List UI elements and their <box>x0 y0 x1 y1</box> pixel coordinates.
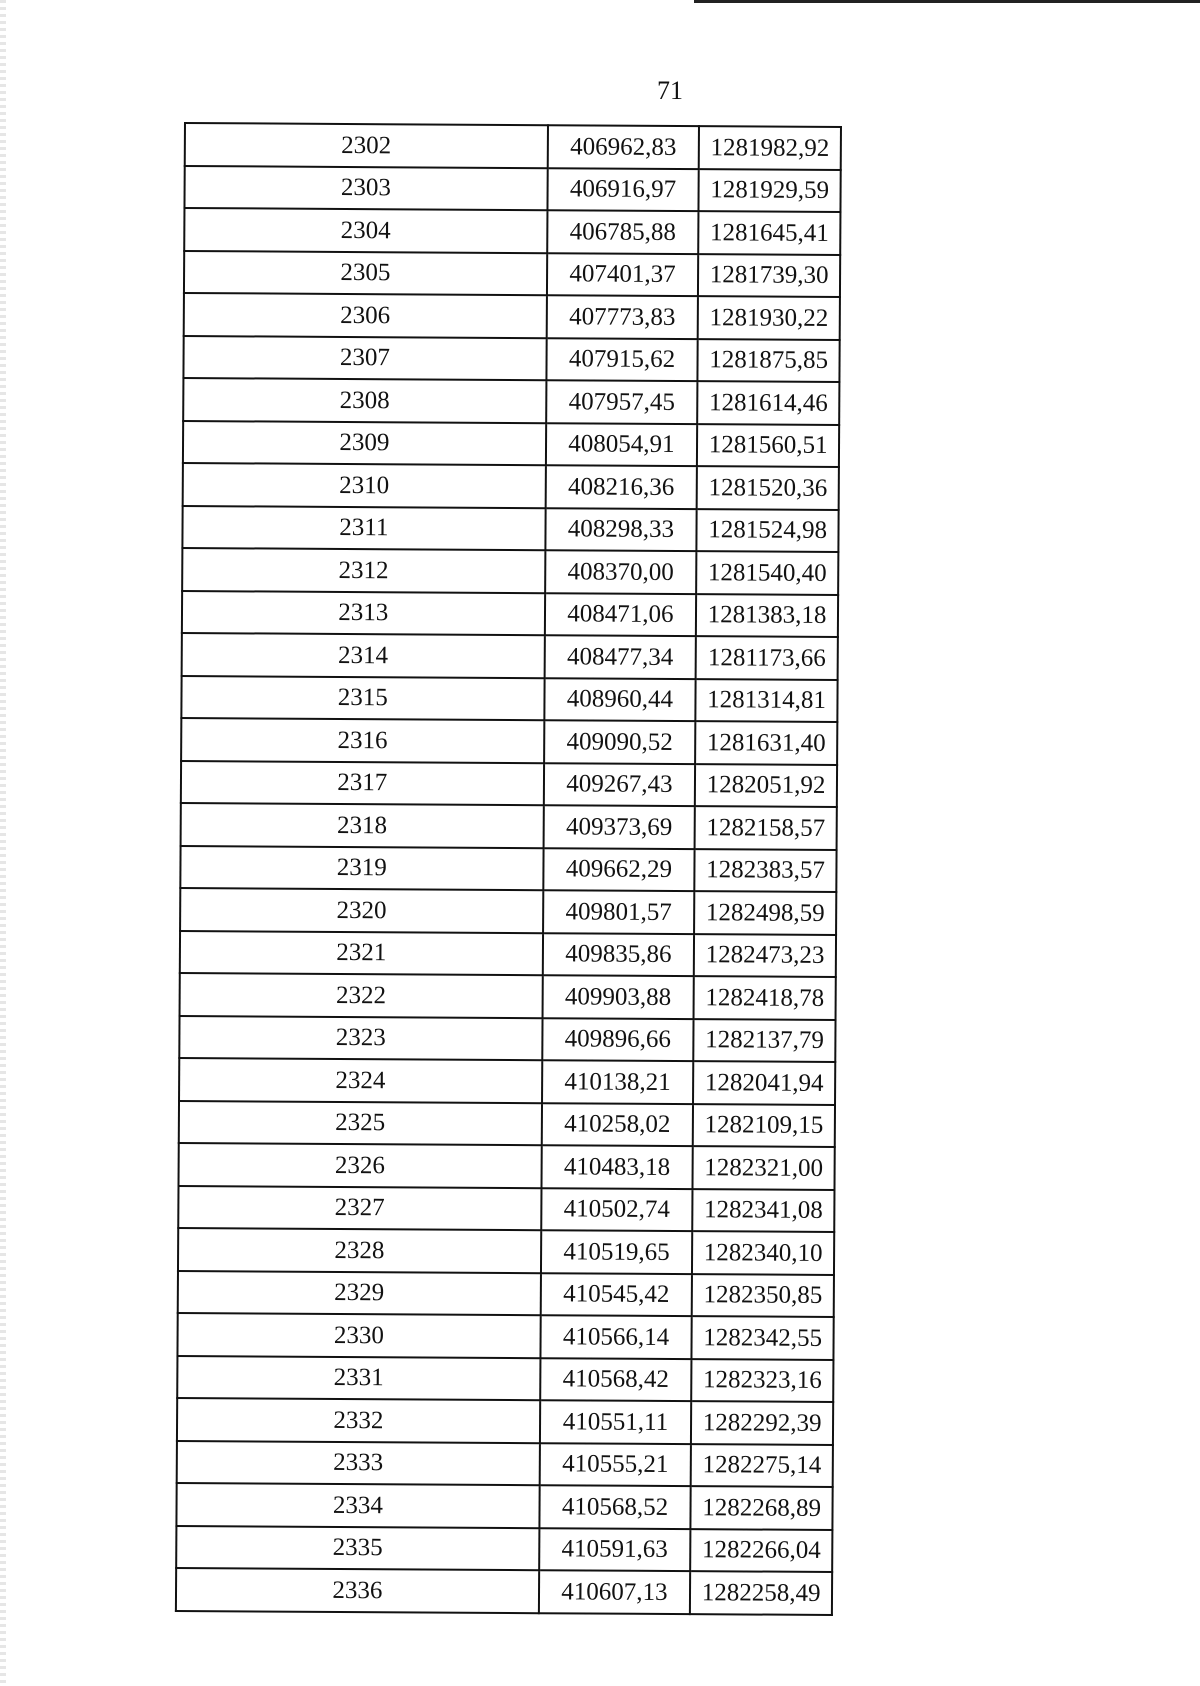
table-row <box>183 421 839 468</box>
x-coordinate-cell: 410568,42 <box>540 1358 692 1401</box>
x-coordinate-cell: 408477,34 <box>544 635 696 678</box>
point-number-cell: 2314 <box>182 633 545 678</box>
point-number-cell: 2321 <box>180 930 543 975</box>
x-coordinate-cell: 409835,86 <box>542 933 694 976</box>
table-row <box>181 675 837 722</box>
table-row <box>178 1228 834 1275</box>
top-border-line <box>694 0 1200 3</box>
table-row <box>182 505 838 552</box>
table-row <box>183 336 839 383</box>
x-coordinate-cell: 410551,11 <box>540 1400 692 1443</box>
x-coordinate-cell: 407773,83 <box>546 295 698 338</box>
y-coordinate-cell: 1282268,89 <box>691 1486 833 1529</box>
table-row <box>182 633 838 680</box>
point-number-cell: 2305 <box>184 251 547 296</box>
y-coordinate-cell: 1282383,57 <box>695 849 837 892</box>
x-coordinate-cell: 410258,02 <box>541 1103 693 1146</box>
point-number-cell: 2304 <box>184 208 547 253</box>
coordinates-table-body <box>176 123 841 1614</box>
y-coordinate-cell: 1281930,22 <box>698 296 840 339</box>
table-row <box>176 1525 832 1572</box>
y-coordinate-cell: 1282341,08 <box>692 1189 834 1232</box>
y-coordinate-cell: 1282350,85 <box>692 1274 834 1317</box>
y-coordinate-cell: 1282342,55 <box>692 1316 834 1359</box>
table-row <box>183 463 839 510</box>
y-coordinate-cell: 1282051,92 <box>695 764 837 807</box>
table-row <box>179 1100 835 1147</box>
x-coordinate-cell: 409801,57 <box>543 890 695 933</box>
table-row <box>179 1143 835 1190</box>
table-row <box>176 1568 832 1615</box>
table-row <box>184 208 840 255</box>
x-coordinate-cell: 410138,21 <box>542 1060 694 1103</box>
table-row <box>179 1015 835 1062</box>
y-coordinate-cell: 1282321,00 <box>693 1146 835 1189</box>
point-number-cell: 2318 <box>181 803 544 848</box>
point-number-cell: 2315 <box>181 675 544 720</box>
y-coordinate-cell: 1281631,40 <box>695 721 837 764</box>
x-coordinate-cell: 409662,29 <box>543 848 695 891</box>
point-number-cell: 2302 <box>185 123 548 168</box>
y-coordinate-cell: 1281520,36 <box>697 466 839 509</box>
x-coordinate-cell: 409896,66 <box>542 1018 694 1061</box>
table-row <box>178 1270 834 1317</box>
point-number-cell: 2323 <box>179 1015 542 1060</box>
point-number-cell: 2308 <box>183 378 546 423</box>
point-number-cell: 2334 <box>176 1483 539 1528</box>
table-row <box>180 930 836 977</box>
table-row <box>181 718 837 765</box>
point-number-cell: 2313 <box>182 590 545 635</box>
point-number-cell: 2326 <box>179 1143 542 1188</box>
point-number-cell: 2324 <box>179 1058 542 1103</box>
x-coordinate-cell: 408298,33 <box>545 508 697 551</box>
y-coordinate-cell: 1281560,51 <box>697 424 839 467</box>
x-coordinate-cell: 406916,97 <box>547 168 699 211</box>
point-number-cell: 2333 <box>177 1440 540 1485</box>
y-coordinate-cell: 1282473,23 <box>694 934 836 977</box>
point-number-cell: 2307 <box>183 336 546 381</box>
x-coordinate-cell: 406785,88 <box>547 210 699 253</box>
y-coordinate-cell: 1281383,18 <box>696 594 838 637</box>
point-number-cell: 2320 <box>180 888 543 933</box>
scan-edge-noise <box>0 0 6 1686</box>
point-number-cell: 2332 <box>177 1398 540 1443</box>
point-number-cell: 2330 <box>177 1313 540 1358</box>
coordinates-table <box>175 122 842 1615</box>
point-number-cell: 2325 <box>179 1100 542 1145</box>
y-coordinate-cell: 1282158,57 <box>695 806 837 849</box>
point-number-cell: 2335 <box>176 1525 539 1570</box>
x-coordinate-cell: 409373,69 <box>543 805 695 848</box>
point-number-cell: 2322 <box>180 973 543 1018</box>
x-coordinate-cell: 409090,52 <box>544 720 696 763</box>
point-number-cell: 2317 <box>181 760 544 805</box>
x-coordinate-cell: 410555,21 <box>539 1443 691 1486</box>
table-row <box>184 293 840 340</box>
y-coordinate-cell: 1281524,98 <box>697 509 839 552</box>
y-coordinate-cell: 1282292,39 <box>691 1401 833 1444</box>
y-coordinate-cell: 1281929,59 <box>699 169 841 212</box>
x-coordinate-cell: 410502,74 <box>541 1188 693 1231</box>
x-coordinate-cell: 406962,83 <box>547 125 699 168</box>
table-row <box>181 760 837 807</box>
table-row <box>180 845 836 892</box>
point-number-cell: 2336 <box>176 1568 539 1613</box>
y-coordinate-cell: 1282323,16 <box>691 1359 833 1402</box>
table-row <box>177 1313 833 1360</box>
table-row <box>185 123 841 170</box>
x-coordinate-cell: 408216,36 <box>545 465 697 508</box>
table-row <box>184 251 840 298</box>
y-coordinate-cell: 1281645,41 <box>698 211 840 254</box>
point-number-cell: 2331 <box>177 1355 540 1400</box>
x-coordinate-cell: 410545,42 <box>540 1273 692 1316</box>
x-coordinate-cell: 410566,14 <box>540 1315 692 1358</box>
table-row <box>181 803 837 850</box>
x-coordinate-cell: 407401,37 <box>547 253 699 296</box>
table-row <box>177 1440 833 1487</box>
y-coordinate-cell: 1282258,49 <box>690 1571 832 1614</box>
x-coordinate-cell: 409903,88 <box>542 975 694 1018</box>
point-number-cell: 2303 <box>184 166 547 211</box>
table-row <box>180 973 836 1020</box>
y-coordinate-cell: 1282340,10 <box>692 1231 834 1274</box>
page-number: 71 <box>657 76 683 105</box>
table-row <box>182 548 838 595</box>
x-coordinate-cell: 409267,43 <box>544 763 696 806</box>
point-number-cell: 2309 <box>183 421 546 466</box>
point-number-cell: 2311 <box>182 505 545 550</box>
y-coordinate-cell: 1281540,40 <box>696 551 838 594</box>
table-row <box>182 590 838 637</box>
point-number-cell: 2319 <box>180 845 543 890</box>
point-number-cell: 2306 <box>184 293 547 338</box>
table-row <box>177 1398 833 1445</box>
y-coordinate-cell: 1282275,14 <box>691 1444 833 1487</box>
table-row <box>178 1185 834 1232</box>
y-coordinate-cell: 1282109,15 <box>693 1104 835 1147</box>
x-coordinate-cell: 410591,63 <box>539 1528 691 1571</box>
x-coordinate-cell: 410607,13 <box>539 1570 691 1613</box>
y-coordinate-cell: 1282498,59 <box>694 891 836 934</box>
x-coordinate-cell: 408370,00 <box>545 550 697 593</box>
y-coordinate-cell: 1281982,92 <box>699 126 841 169</box>
x-coordinate-cell: 408960,44 <box>544 678 696 721</box>
x-coordinate-cell: 410483,18 <box>541 1145 693 1188</box>
table-row <box>177 1355 833 1402</box>
table-row <box>184 166 840 213</box>
y-coordinate-cell: 1281875,85 <box>698 339 840 382</box>
x-coordinate-cell: 408471,06 <box>545 593 697 636</box>
y-coordinate-cell: 1281314,81 <box>696 679 838 722</box>
y-coordinate-cell: 1282266,04 <box>690 1529 832 1572</box>
y-coordinate-cell: 1282418,78 <box>694 976 836 1019</box>
x-coordinate-cell: 408054,91 <box>546 423 698 466</box>
point-number-cell: 2327 <box>178 1185 541 1230</box>
table-row <box>183 378 839 425</box>
point-number-cell: 2328 <box>178 1228 541 1273</box>
x-coordinate-cell: 407957,45 <box>546 380 698 423</box>
table-row <box>176 1483 832 1530</box>
x-coordinate-cell: 410519,65 <box>541 1230 693 1273</box>
y-coordinate-cell: 1281173,66 <box>696 636 838 679</box>
x-coordinate-cell: 407915,62 <box>546 338 698 381</box>
table-row <box>180 888 836 935</box>
table-row <box>179 1058 835 1105</box>
y-coordinate-cell: 1281739,30 <box>698 254 840 297</box>
y-coordinate-cell: 1282137,79 <box>693 1019 835 1062</box>
point-number-cell: 2312 <box>182 548 545 593</box>
point-number-cell: 2316 <box>181 718 544 763</box>
x-coordinate-cell: 410568,52 <box>539 1485 691 1528</box>
y-coordinate-cell: 1281614,46 <box>697 381 839 424</box>
y-coordinate-cell: 1282041,94 <box>693 1061 835 1104</box>
point-number-cell: 2310 <box>183 463 546 508</box>
point-number-cell: 2329 <box>178 1270 541 1315</box>
